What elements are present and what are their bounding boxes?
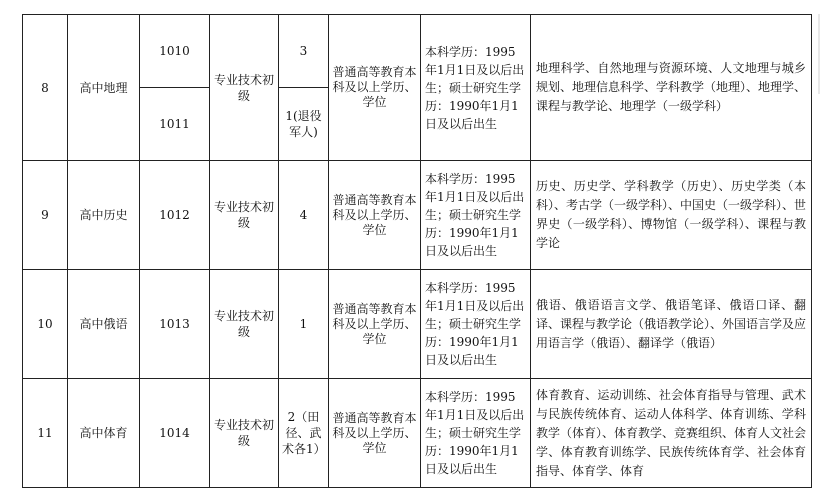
subject-cell: 高中俄语 (68, 270, 140, 379)
job-title-cell: 专业技术初级 (210, 379, 279, 488)
table-row (23, 161, 812, 270)
subject-cell: 高中体育 (68, 379, 140, 488)
post-code: 1012 (140, 161, 210, 270)
education-cell: 普通高等教育本科及以上学历、学位 (329, 161, 421, 270)
education-cell: 普通高等教育本科及以上学历、学位 (329, 379, 421, 488)
subject-cell: 高中历史 (68, 161, 140, 270)
major-requirement-cell: 体育教育、运动训练、社会体育指导与管理、武术与民族传统体育、运动人体科学、体育训练、学科教学（体育）、体育教学、竞赛组织、体育人文社会学、体育教育训练学、民族传统体育学、社会体育指导、体育学、体育 (531, 379, 812, 488)
post-code: 1013 (140, 270, 210, 379)
subject-cell: 高中地理 (68, 15, 140, 161)
row-index: 11 (23, 379, 68, 488)
table-row (23, 15, 812, 88)
age-requirement-cell: 本科学历：1995年1月1日及以后出生；硕士研究生学历：1990年1月1日及以后出生 (421, 270, 531, 379)
job-title-cell: 专业技术初级 (210, 161, 279, 270)
age-requirement-cell: 本科学历：1995年1月1日及以后出生；硕士研究生学历：1990年1月1日及以后出生 (421, 161, 531, 270)
age-requirement-cell: 本科学历：1995年1月1日及以后出生；硕士研究生学历：1990年1月1日及以后出生 (421, 15, 531, 161)
major-requirement-cell: 历史、历史学、学科教学（历史）、历史学类（本科）、考古学（一级学科）、中国史（一级学科）、世界史（一级学科）、博物馆（一级学科）、课程与教学论 (531, 161, 812, 270)
headcount-cell: 3 (279, 15, 329, 88)
major-requirement-cell: 地理科学、自然地理与资源环境、人文地理与城乡规划、地理信息科学、学科教学（地理）、地理学、课程与教学论、地理学（一级学科） (531, 15, 812, 161)
headcount-cell: 2（田径、武术各1） (279, 379, 329, 488)
post-code: 1011 (140, 88, 210, 161)
job-title-cell: 专业技术初级 (210, 270, 279, 379)
job-title-cell: 专业技术初级 (210, 15, 279, 161)
education-cell: 普通高等教育本科及以上学历、学位 (329, 270, 421, 379)
row-index: 9 (23, 161, 68, 270)
post-code: 1010 (140, 15, 210, 88)
education-cell: 普通高等教育本科及以上学历、学位 (329, 15, 421, 161)
age-requirement-cell: 本科学历：1995年1月1日及以后出生；硕士研究生学历：1990年1月1日及以后出生 (421, 379, 531, 488)
headcount-cell: 1(退役军人) (279, 88, 329, 161)
row-index: 10 (23, 270, 68, 379)
table-row (23, 379, 812, 488)
post-code: 1014 (140, 379, 210, 488)
table-row (23, 270, 812, 379)
headcount-cell: 4 (279, 161, 329, 270)
headcount-cell: 1 (279, 270, 329, 379)
major-requirement-cell: 俄语、俄语语言文学、俄语笔译、俄语口译、翻译、课程与教学论（俄语教学论）、外国语言学及应用语言学（俄语）、翻译学（俄语） (531, 270, 812, 379)
recruitment-table (22, 14, 812, 488)
row-index: 8 (23, 15, 68, 161)
